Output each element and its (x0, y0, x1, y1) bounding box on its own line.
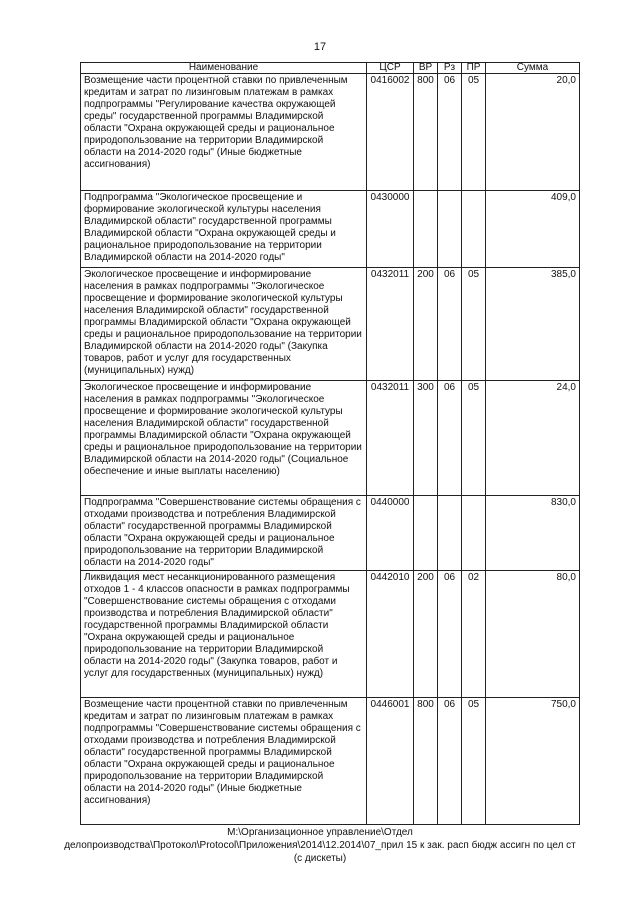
row-csr: 0430000 (367, 191, 414, 268)
file-path-footer (0, 826, 640, 865)
row-csr: 0446001 (367, 698, 414, 825)
row-rz: 06 (438, 74, 462, 191)
header-pr: ПР (462, 63, 486, 74)
row-csr: 0442010 (367, 571, 414, 698)
table-row (81, 496, 580, 571)
row-vr (414, 496, 438, 571)
row-vr: 200 (414, 571, 438, 698)
header-vr: ВР (414, 63, 438, 74)
row-rz: 06 (438, 268, 462, 381)
row-pr: 05 (462, 268, 486, 381)
budget-table (80, 62, 580, 825)
row-pr: 05 (462, 74, 486, 191)
header-name: Наименование (81, 63, 367, 74)
header-sum: Сумма (486, 63, 580, 74)
header-csr: ЦСР (367, 63, 414, 74)
table-row (81, 191, 580, 268)
row-vr: 800 (414, 698, 438, 825)
row-pr (462, 496, 486, 571)
header-rz: Рз (438, 63, 462, 74)
row-vr (414, 191, 438, 268)
table-row (81, 74, 580, 191)
row-sum: 750,0 (486, 698, 580, 825)
row-name: Подпрограмма "Совершенствование системы обращения с отходами производства и потребления Владимирской области" государственной программы Владимирской области "Охрана окружающей среды и рациональное природопользование на территории Владимирской области на 2014-2020 годы" (81, 496, 367, 571)
row-sum: 24,0 (486, 381, 580, 496)
row-name: Возмещение части процентной ставки по привлеченным кредитам и затрат по лизинговым платежам в рамках подпрограммы "Совершенствование системы обращения с отходами производства и потребления Владимирской области" государственной программы Владимирской области "Охрана окружающей среды и рациональное природопользование на территории Владимирской области на 2014-2020 годы" (Иные бюджетные ассигнования) (81, 698, 367, 825)
row-rz (438, 496, 462, 571)
table-row (81, 268, 580, 381)
row-rz (438, 191, 462, 268)
footer-line-3: (с дискеты) (293, 853, 347, 864)
row-csr: 0432011 (367, 268, 414, 381)
row-vr: 300 (414, 381, 438, 496)
row-pr: 05 (462, 381, 486, 496)
row-pr (462, 191, 486, 268)
row-pr: 05 (462, 698, 486, 825)
row-csr: 0440000 (367, 496, 414, 571)
row-rz: 06 (438, 571, 462, 698)
page-number: 17 (313, 41, 327, 53)
footer-line-2: делопроизводства\Протокол\Protocol\Приложения\2014\12.2014\07_прил 15 к зак. расп бюдж ассигн по цел ст (64, 840, 576, 851)
table-header-row (81, 63, 580, 74)
table-row (81, 698, 580, 825)
row-name: Возмещение части процентной ставки по привлеченным кредитам и затрат по лизинговым платежам в рамках подпрограммы "Регулирование качества окружающей среды" государственной программы Владимирской области "Охрана окружающей среды и рациональное природопользование на территории Владимирской области на 2014-2020 годы" (Иные бюджетные ассигнования) (81, 74, 367, 191)
row-sum: 80,0 (486, 571, 580, 698)
row-sum: 830,0 (486, 496, 580, 571)
row-name: Экологическое просвещение и информирование населения в рамках подпрограммы "Экологическое просвещение и формирование экологической культуры населения Владимирской области" государственной программы Владимирской области "Охрана окружающей среды и рациональное природопользование на территории Владимирской области на 2014-2020 годы" (Социальное обеспечение и иные выплаты населению) (81, 381, 367, 496)
row-rz: 06 (438, 698, 462, 825)
table-row (81, 571, 580, 698)
row-rz: 06 (438, 381, 462, 496)
row-csr: 0432011 (367, 381, 414, 496)
row-vr: 200 (414, 268, 438, 381)
row-pr: 02 (462, 571, 486, 698)
row-name: Экологическое просвещение и информирование населения в рамках подпрограммы "Экологическое просвещение и формирование экологической культуры населения Владимирской области" государственной программы Владимирской области "Охрана окружающей среды и рациональное природопользование на территории Владимирской области на 2014-2020 годы" (Закупка товаров, работ и услуг для государственных (муниципальных) нужд) (81, 268, 367, 381)
row-name: Подпрограмма "Экологическое просвещение и формирование экологической культуры населения Владимирской области" государственной программы Владимирской области "Охрана окружающей среды и рациональное природопользование на территории Владимирской области на 2014-2020 годы" (81, 191, 367, 268)
row-sum: 385,0 (486, 268, 580, 381)
row-csr: 0416002 (367, 74, 414, 191)
row-name: Ликвидация мест несанкционированного размещения отходов 1 - 4 классов опасности в рамках подпрограммы "Совершенствование системы обращения с отходами производства и потребления Владимирской области" государственной программы Владимирской области "Охрана окружающей среды и рациональное природопользование на территории Владимирской области на 2014-2020 годы" (Закупка товаров, работ и услуг для государственных (муниципальных) нужд) (81, 571, 367, 698)
table-row (81, 381, 580, 496)
row-sum: 20,0 (486, 74, 580, 191)
row-vr: 800 (414, 74, 438, 191)
row-sum: 409,0 (486, 191, 580, 268)
footer-line-1: M:\Организационное управление\Отдел (227, 827, 413, 838)
